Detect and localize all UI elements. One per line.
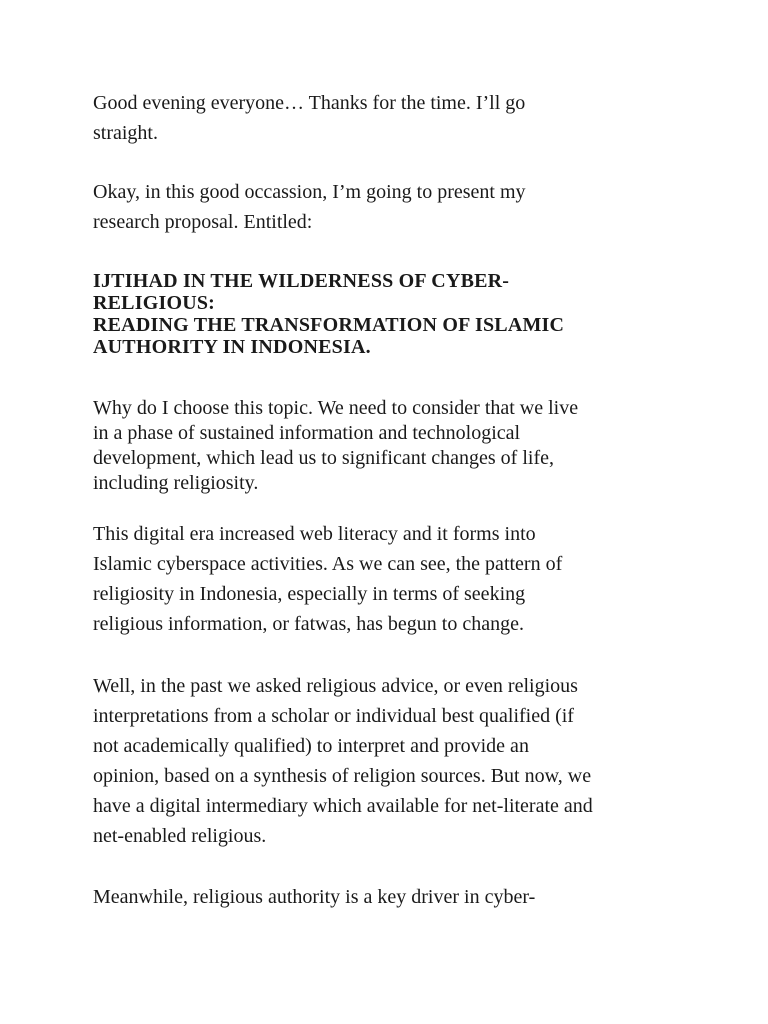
title-line: READING THE TRANSFORMATION OF ISLAMIC [93, 314, 565, 336]
text-line: in a phase of sustained information and technological [93, 422, 521, 444]
paragraph-topic-reason [93, 396, 693, 496]
paragraph-religious-authority [93, 882, 693, 912]
paragraph-digital-era [93, 519, 693, 639]
text-line: interpretations from a scholar or individual best qualified (if [93, 705, 574, 727]
title-line: AUTHORITY IN INDONESIA. [93, 336, 371, 358]
text-line: not academically qualified) to interpret and provide an [93, 735, 529, 757]
title-line: RELIGIOUS: [93, 292, 216, 314]
paragraph-greeting [93, 88, 693, 148]
text-line: development, which lead us to significant changes of life, [93, 447, 554, 469]
text-line: net-enabled religious. [93, 825, 267, 847]
text-line: including religiosity. [93, 472, 259, 494]
text-line: Islamic cyberspace activities. As we can see, the pattern of [93, 553, 563, 575]
text-line: have a digital intermediary which available for net-literate and [93, 795, 593, 817]
text-line: This digital era increased web literacy and it forms into [93, 523, 536, 545]
text-line: research proposal. Entitled: [93, 211, 313, 233]
text-line: Why do I choose this topic. We need to consider that we live [93, 397, 579, 419]
text-line: religiosity in Indonesia, especially in terms of seeking [93, 583, 526, 605]
text-line: Okay, in this good occassion, I’m going to present my [93, 181, 526, 203]
text-line: Well, in the past we asked religious advice, or even religious [93, 675, 578, 697]
title-line: IJTIHAD IN THE WILDERNESS OF CYBER- [93, 270, 510, 292]
text-line: Meanwhile, religious authority is a key driver in cyber- [93, 886, 536, 908]
text-line: opinion, based on a synthesis of religion sources. But now, we [93, 765, 592, 787]
text-line: Good evening everyone… Thanks for the time. I’ll go [93, 92, 526, 114]
proposal-title [93, 270, 693, 358]
text-line: straight. [93, 122, 158, 144]
paragraph-introduction [93, 177, 693, 237]
paragraph-past-present [93, 671, 693, 851]
text-line: religious information, or fatwas, has begun to change. [93, 613, 524, 635]
